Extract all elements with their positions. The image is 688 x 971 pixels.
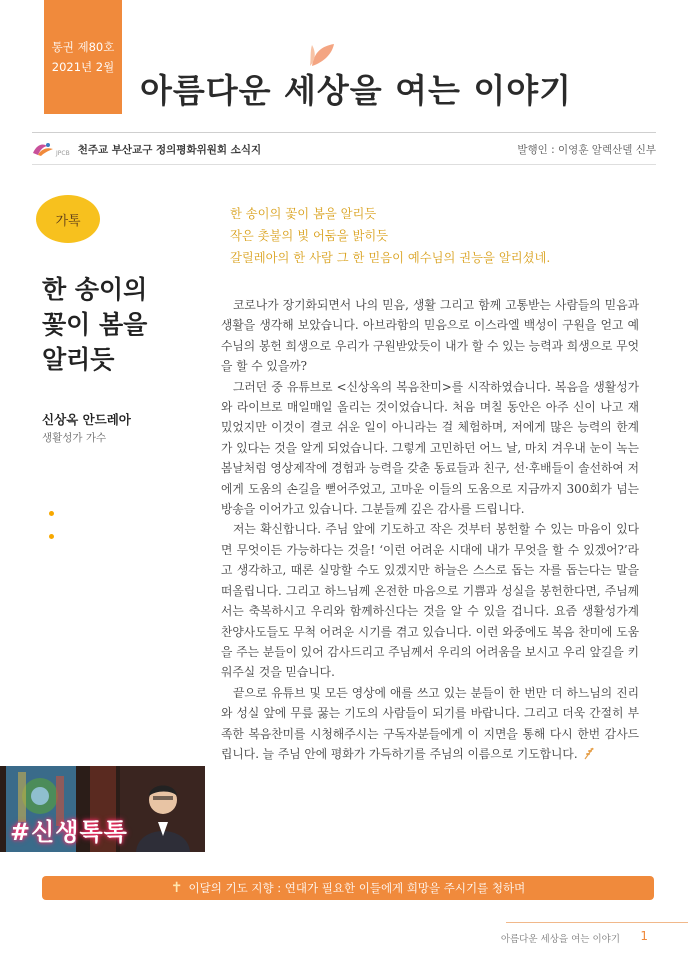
opening-verse: [230, 203, 550, 269]
header-divider: [32, 132, 656, 133]
masthead-title-block: [140, 52, 572, 112]
cross-icon: ✝: [170, 880, 183, 896]
article-title-line: 꽃이 봄을: [42, 310, 148, 339]
wheat-icon: [582, 746, 596, 760]
jpcb-logo: [32, 141, 70, 157]
logo-text: JPCB: [56, 150, 70, 157]
bullet-dot: [49, 511, 54, 516]
footer-divider: [506, 922, 688, 923]
category-badge: 가톡: [36, 195, 100, 243]
article-body: [221, 295, 639, 764]
publication-name: 천주교 부산교구 정의평화위원회 소식지: [77, 143, 262, 156]
body-paragraph: 코로나가 장기화되면서 나의 믿음, 생활 그리고 함께 고통받는 사람들의 믿음과 생활을 생각해 보았습니다. 아브라함의 믿음으로 이스라엘 백성이 구원을 얻고 예수님의 봉헌 희생으로 우리가 구원받았듯이 내가 할 수 있는 능력과 희생으로 무엇을 할 수 있을까?: [221, 298, 639, 374]
article-title-line: 한 송이의: [42, 275, 148, 304]
verse-line: 작은 촛불의 빛 어둠을 밝히듯: [230, 229, 389, 243]
footer-title: 아름다운 세상을 여는 이야기: [500, 934, 620, 945]
article-title-line: 알리듯: [42, 345, 115, 374]
prayer-intention-bar: [42, 876, 654, 900]
body-paragraph: 저는 확신합니다. 주님 앞에 기도하고 작은 것부터 봉헌할 수 있는 마음이 있다면 무엇이든 가능하다는 것을! ‘이런 어려운 시대에 내가 무엇을 할 수 있겠어?’라고 생각하고, 때론 실망할 수도 있겠지만 하늘은 스스로 돕는 자를 돕는다는 말을 떠올립니다. 그리고 하느님께 온전한 마음으로 기쁨과 성실을 봉헌한다면, 주님께서는 축복하시고 우리와 함께하신다는 것을 알 수 있을 겁니다. 요즘 생활성가계 찬양사도들도 무척 어려운 시기를 겪고 있습니다. 이런 와중에도 복음 찬미에 도움을 주는 분들이 있어 감사드리고 주님께서 우리의 어려움을 보시고 우리 앞길을 키워주실 것을 믿습니다.: [221, 522, 639, 680]
issue-box: [44, 0, 122, 114]
prayer-intention-text: 이달의 기도 지향 : 연대가 필요한 이들에게 희망을 주시기를 청하며: [188, 881, 526, 895]
body-paragraph-text: 끝으로 유튜브 및 모든 영상에 애를 쓰고 있는 분들이 한 번만 더 하느님의 진리와 성실 앞에 무릎 꿇는 기도의 사람들이 되기를 바랍니다. 그리고 더욱 간절히 부족한 복음찬미를 시청해주시는 구독자분들에게 이 지면을 통해 다시 한번 감사드립니다. 늘 주님 안에 평화가 가득하기를 주님의 이름으로 기도합니다.: [221, 685, 639, 761]
leaf-icon: [308, 42, 338, 68]
author-role: 생활성가 가수: [42, 432, 107, 444]
bullet-dot: [49, 534, 54, 539]
publisher: 발행인 : 이영훈 알렉산델 신부: [517, 143, 656, 156]
verse-line: 한 송이의 꽃이 봄을 알리듯: [230, 207, 377, 221]
verse-line: 갈릴레아의 한 사람 그 한 믿음이 예수님의 권능을 알리셨네.: [230, 251, 551, 265]
body-paragraph: 그러던 중 유튜브로 <신상옥의 복음찬미>를 시작하였습니다. 복음을 생활성가와 라이브로 매일매일 올리는 것이었습니다. 처음 며칠 동안은 아주 신이 나고 재밌었지만 이것이 결코 쉬운 일이 아니라는 걸 체험하며, 저에게 많은 능력의 한계가 있다는 것을 알게 되었습니다. 그렇게 고민하던 어느 날, 마치 겨우내 눈이 녹는 봄날처럼 영상제작에 경험과 능력을 갖춘 동료들과 친구, 선·후배들이 솔선하여 저에게 도움의 손길을 뻗어주었고, 고마운 이들의 도움으로 지금까지 300회가 넘는 방송을 이어가고 있습니다. 그분들께 깊은 감사를 드립니다.: [221, 379, 639, 517]
issue-volume: 통권 제80호: [51, 40, 115, 54]
publication-row: [32, 138, 656, 160]
dove-logo-icon: [32, 141, 54, 157]
masthead-title: 아름다운 세상을 여는 이야기: [140, 71, 573, 110]
article-title: [42, 272, 202, 377]
header-divider-bottom: [32, 164, 656, 165]
singer-photo: [0, 766, 205, 852]
page-number: 1: [640, 929, 648, 943]
author-name: 신상옥 안드레아: [42, 412, 131, 427]
body-paragraph: [221, 683, 639, 765]
photo-caption: #신생톡톡: [10, 818, 128, 846]
issue-date: 2021년 2월: [51, 60, 115, 74]
